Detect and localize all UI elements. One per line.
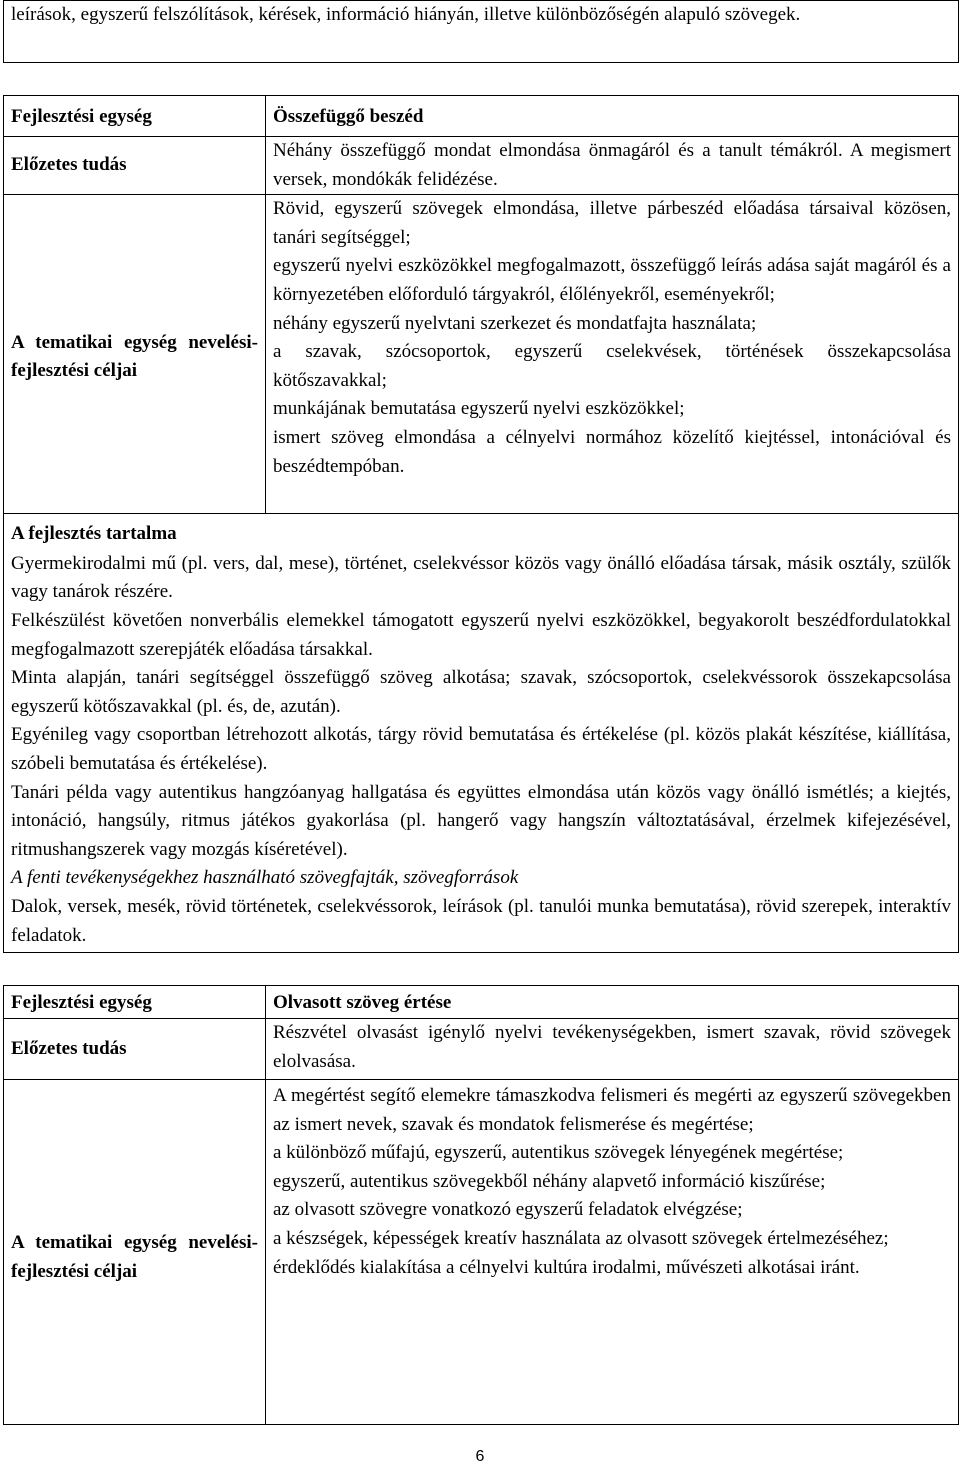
goal-item: egyszerű nyelvi eszközökkel megfogalmazott, összefüggő leírás adása saját magáról és a környezetében előforduló tárgyakról, élőlényekről, eseményekről; [273, 255, 951, 305]
unit1-label-prior: Előzetes tudás [4, 137, 266, 195]
goal-item: érdeklődés kialakítása a célnyelvi kultúra irodalmi, művészeti alkotásai iránt. [273, 1256, 860, 1278]
goal-item: a különböző műfajú, egyszerű, autentikus szövegek lényegének megértése; [273, 1142, 844, 1164]
text-types-heading: A fenti tevékenységekhez használható szövegfajták, szövegforrások [11, 867, 519, 889]
content-item: Gyermekirodalmi mű (pl. vers, dal, mese), történet, cselekvéssor közös vagy önálló előadása társak, másik osztály, szülők vagy tanárok részére. [11, 552, 951, 603]
unit2-label-prior: Előzetes tudás [4, 1019, 266, 1080]
content-item: Tanári példa vagy autentikus hangzóanyag hallgatása és együttes elmondása után közös vagy önálló ismétlés; a kiejtés, intonáció, hangsúly, ritmus játékos gyakorlása (pl. hangerő vagy hangszín változtatásával, érzelmek kifejezésével, ritmushangszerek vagy mozgás kíséretével). [11, 781, 951, 860]
unit1-label-content: A fejlesztés tartalma [11, 523, 177, 545]
unit1-goals [266, 195, 959, 514]
unit1-prior: Néhány összefüggő mondat elmondása önmagáról és a tanult témákról. A megismert versek, mondókák felidézése. [266, 137, 959, 195]
unit1-label-goals: A tematikai egység nevelési-fejlesztési céljai [4, 195, 266, 514]
content-item: Minta alapján, tanári segítséggel összefüggő szöveg alkotása; szavak, szócsoportok, cselekvéssorok összekapcsolása egyszerű kötőszavakkal (pl. és, de, azután). [11, 667, 951, 717]
goal-item: néhány egyszerű nyelvtani szerkezet és mondatfajta használata; [273, 312, 757, 334]
continuation-text: leírások, egyszerű felszólítások, kérések, információ hiányán, illetve különbözőségén alapuló szövegek. [4, 1, 959, 63]
content-item: Felkészülést követően nonverbális elemekkel támogatott egyszerű nyelvi eszközökkel, begyakorolt beszédfordulatokkal megfogalmazott szerepjáték előadása társakkal. [11, 609, 951, 660]
unit1-content-cell [4, 514, 959, 953]
goal-item: a szavak, szócsoportok, egyszerű cselekvések, történések összekapcsolása kötőszavakkal; [273, 341, 951, 391]
unit1-table [3, 95, 959, 953]
goal-item: ismert szöveg elmondása a célnyelvi normához közelítő kiejtéssel, intonációval és beszédtempóban. [273, 426, 951, 477]
page-number: 6 [475, 1448, 485, 1465]
unit2-goals [266, 1080, 959, 1425]
unit2-prior: Részvétel olvasást igénylő nyelvi tevékenységekben, ismert szavak, rövid szövegek elolvasása. [266, 1019, 959, 1080]
goal-item: egyszerű, autentikus szövegekből néhány alapvető információ kiszűrése; [273, 1170, 826, 1192]
unit1-title: Összefüggő beszéd [266, 96, 959, 137]
unit2-table [3, 985, 959, 1425]
unit2-title: Olvasott szöveg értése [266, 986, 959, 1019]
text-types: Dalok, versek, mesék, rövid történetek, cselekvéssorok, leírások (pl. tanulói munka bemutatása), rövid szerepek, interaktív feladatok. [11, 895, 951, 946]
unit2-label-goals: A tematikai egység nevelési-fejlesztési céljai [4, 1080, 266, 1425]
goal-item: A megértést segítő elemekre támaszkodva felismeri és megérti az egyszerű szövegekben az ismert nevek, szavak és mondatok felismerése és megértése; [273, 1085, 951, 1135]
unit2-label-unit: Fejlesztési egység [4, 986, 266, 1019]
continuation-box [3, 0, 959, 63]
goal-item: a készségek, képességek kreatív használata az olvasott szövegek értelmezéséhez; [273, 1227, 889, 1249]
goal-item: az olvasott szövegre vonatkozó egyszerű feladatok elvégzése; [273, 1199, 743, 1221]
unit1-label-unit: Fejlesztési egység [4, 96, 266, 137]
goal-item: munkájának bemutatása egyszerű nyelvi eszközökkel; [273, 398, 685, 420]
content-item: Egyénileg vagy csoportban létrehozott alkotás, tárgy rövid bemutatása és értékelése (pl. közös plakát készítése, kiállítása, szóbeli bemutatása és értékelése). [11, 724, 951, 774]
goal-item: Rövid, egyszerű szövegek elmondása, illetve párbeszéd előadása társaival közösen, tanári segítséggel; [273, 198, 951, 248]
